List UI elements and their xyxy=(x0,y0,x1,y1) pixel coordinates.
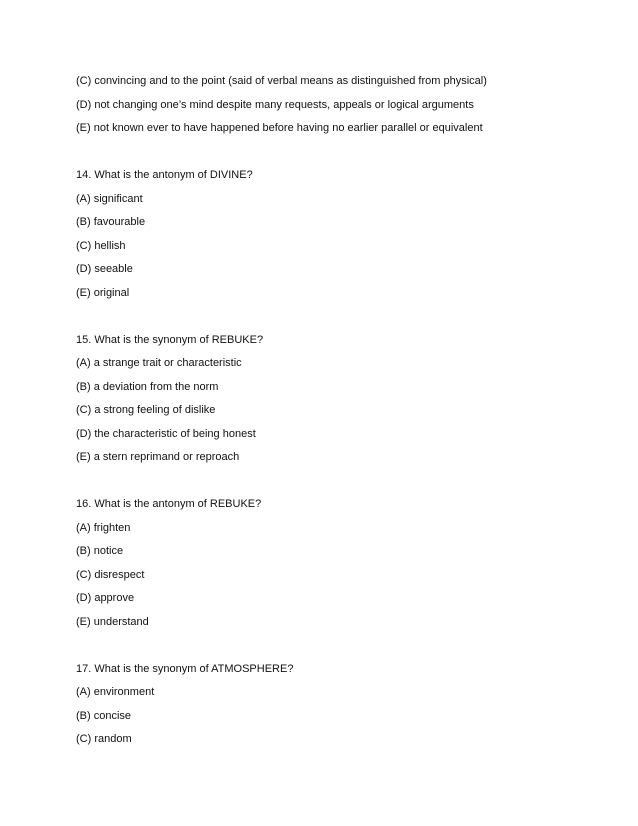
question-prompt: 16. What is the antonym of REBUKE? xyxy=(76,498,262,510)
option-line: (D) the characteristic of being honest xyxy=(76,428,256,440)
option-line: (A) significant xyxy=(76,193,143,205)
option-line: (E) not known ever to have happened before having no earlier parallel or equivalent xyxy=(76,122,483,134)
option-line: (E) a stern reprimand or reproach xyxy=(76,451,240,463)
option-line: (A) frighten xyxy=(76,522,131,534)
option-line: (C) hellish xyxy=(76,240,126,252)
option-line: (B) favourable xyxy=(76,216,146,228)
question-prompt: 15. What is the synonym of REBUKE? xyxy=(76,334,264,346)
question-prompt: 14. What is the antonym of DIVINE? xyxy=(76,169,253,181)
option-line: (C) a strong feeling of dislike xyxy=(76,404,216,416)
question-prompt: 17. What is the synonym of ATMOSPHERE? xyxy=(76,663,294,675)
option-line: (C) disrespect xyxy=(76,569,145,581)
option-line: (D) seeable xyxy=(76,263,133,275)
option-line: (B) a deviation from the norm xyxy=(76,381,219,393)
option-line: (E) understand xyxy=(76,616,149,628)
option-line: (D) approve xyxy=(76,592,135,604)
option-line: (A) environment xyxy=(76,686,155,698)
option-line: (E) original xyxy=(76,287,130,299)
option-line: (C) random xyxy=(76,733,132,745)
option-line: (C) convincing and to the point (said of verbal means as distinguished from physical) xyxy=(76,75,487,87)
option-line: (D) not changing one’s mind despite many requests, appeals or logical arguments xyxy=(76,99,474,111)
option-line: (B) notice xyxy=(76,545,124,557)
option-line: (B) concise xyxy=(76,710,132,722)
option-line: (A) a strange trait or characteristic xyxy=(76,357,242,369)
